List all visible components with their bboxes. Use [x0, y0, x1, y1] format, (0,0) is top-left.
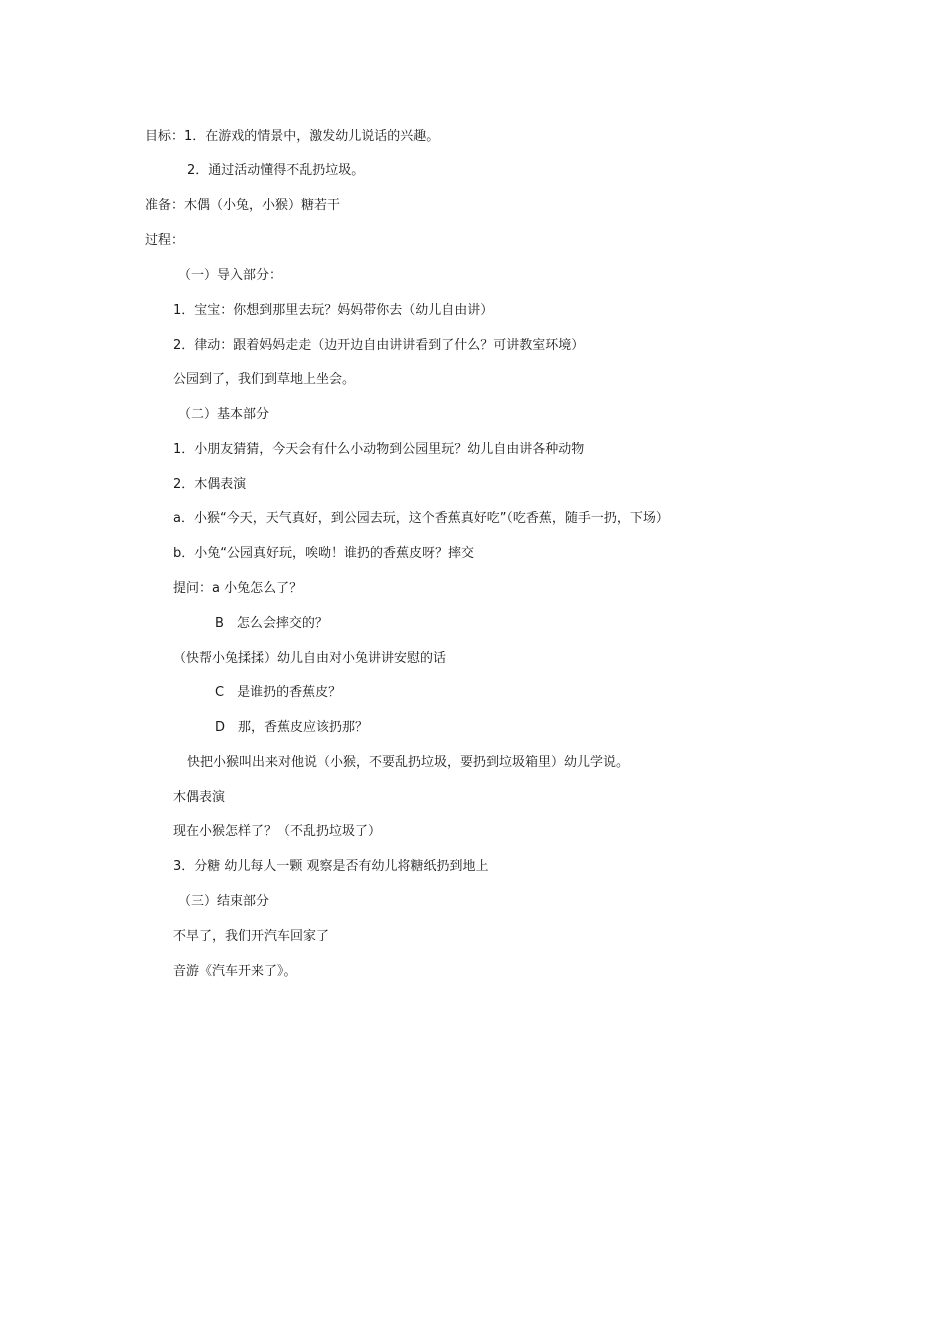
section-heading-intro: （一）导入部分：	[178, 268, 283, 283]
basic-step-3: 3．分糖 幼儿每人一颗 观察是否有幼儿将糖纸扔到地上	[173, 859, 489, 874]
intro-text: 公园到了，我们到草地上坐会。	[173, 372, 356, 387]
question-b: B 怎么会摔交的？	[215, 616, 328, 631]
end-text-2: 音游《汽车开来了》。	[173, 964, 297, 979]
puppet-show-text: 木偶表演	[173, 790, 226, 805]
question-d: D 那，香蕉皮应该扔那？	[215, 720, 369, 735]
monkey-status-text: 现在小猴怎样了？（不乱扔垃圾了）	[173, 824, 382, 839]
process-heading: 过程：	[145, 233, 185, 248]
puppet-line-b: b．小兔“公园真好玩，唉呦！谁扔的香蕉皮呀？摔交	[173, 546, 474, 561]
section-heading-basic: （二）基本部分	[178, 407, 270, 422]
call-monkey-text: 快把小猴叫出来对他说（小猴，不要乱扔垃圾，要扔到垃圾箱里）幼儿学说。	[187, 755, 630, 770]
goal-line-1: 目标：1．在游戏的情景中，激发幼儿说话的兴趣。	[145, 129, 440, 144]
basic-step-2: 2．木偶表演	[173, 477, 247, 492]
intro-step-2: 2．律动：跟着妈妈走走（边开边自由讲讲看到了什么？可讲教室环境）	[173, 338, 585, 353]
question-a: 提问：a 小兔怎么了？	[173, 581, 303, 596]
section-heading-end: （三）结束部分	[178, 894, 270, 909]
preparation-line: 准备：木偶（小兔，小猴）糖若干	[145, 198, 341, 213]
basic-step-1: 1．小朋友猜猜，今天会有什么小动物到公园里玩？幼儿自由讲各种动物	[173, 442, 585, 457]
intro-step-1: 1．宝宝：你想到那里去玩？妈妈带你去（幼儿自由讲）	[173, 303, 494, 318]
comfort-text: （快帮小兔揉揉）幼儿自由对小兔讲讲安慰的话	[173, 651, 447, 666]
end-text-1: 不早了，我们开汽车回家了	[173, 929, 330, 944]
puppet-line-a: a．小猴“今天，天气真好，到公园去玩，这个香蕉真好吃”（吃香蕉，随手一扔，下场）	[173, 511, 669, 526]
question-c: C 是谁扔的香蕉皮？	[215, 685, 342, 700]
goal-line-2: 2．通过活动懂得不乱扔垃圾。	[187, 163, 365, 178]
